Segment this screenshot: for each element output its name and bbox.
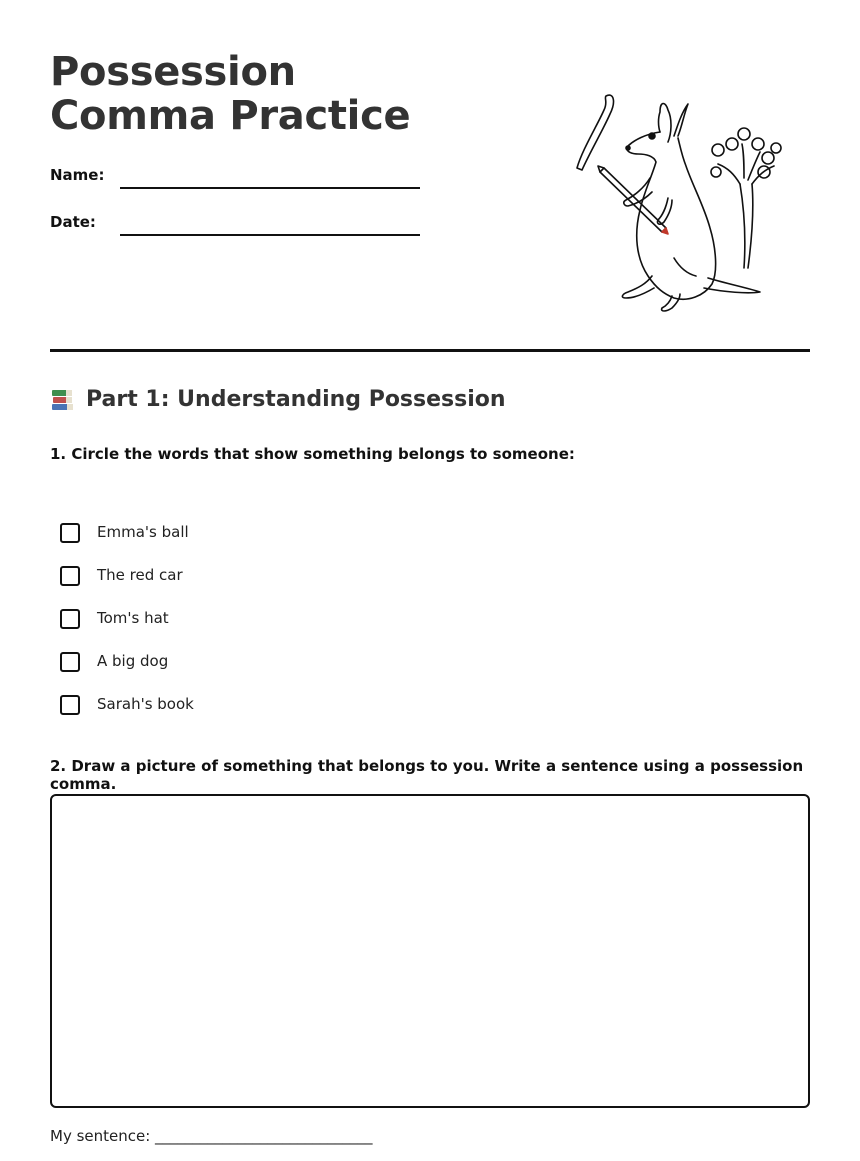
option-checkbox[interactable] xyxy=(60,695,80,715)
question-1-options xyxy=(60,511,194,726)
sentence-line[interactable]: My sentence: _____________________________ xyxy=(50,1127,373,1145)
option-item[interactable] xyxy=(60,554,194,597)
option-label: Sarah's book xyxy=(97,694,194,713)
option-checkbox[interactable] xyxy=(60,523,80,543)
section-divider xyxy=(50,349,810,352)
option-label: Emma's ball xyxy=(97,522,189,541)
date-line[interactable] xyxy=(120,234,420,236)
question-2-prompt: 2. Draw a picture of something that belongs to you. Write a sentence using a possession comma. xyxy=(50,757,804,793)
option-checkbox[interactable] xyxy=(60,566,80,586)
kangaroo-with-pencil-icon xyxy=(568,88,788,316)
option-item[interactable] xyxy=(60,597,194,640)
option-label: Tom's hat xyxy=(97,608,169,627)
option-label: The red car xyxy=(97,565,183,584)
question-1-prompt: 1. Circle the words that show something belongs to someone: xyxy=(50,445,575,463)
date-label: Date: xyxy=(50,213,96,231)
option-label: A big dog xyxy=(97,651,169,670)
option-item[interactable] xyxy=(60,683,194,726)
part1-heading-text: Part 1: Understanding Possession xyxy=(86,386,506,412)
option-item[interactable] xyxy=(60,640,194,683)
part1-heading xyxy=(50,386,506,412)
option-checkbox[interactable] xyxy=(60,652,80,672)
option-checkbox[interactable] xyxy=(60,609,80,629)
drawing-area[interactable] xyxy=(50,794,810,1108)
books-icon xyxy=(50,386,76,412)
worksheet-title: Possession Comma Practice xyxy=(50,49,411,139)
name-label: Name: xyxy=(50,166,105,184)
option-item[interactable] xyxy=(60,511,194,554)
name-line[interactable] xyxy=(120,187,420,189)
